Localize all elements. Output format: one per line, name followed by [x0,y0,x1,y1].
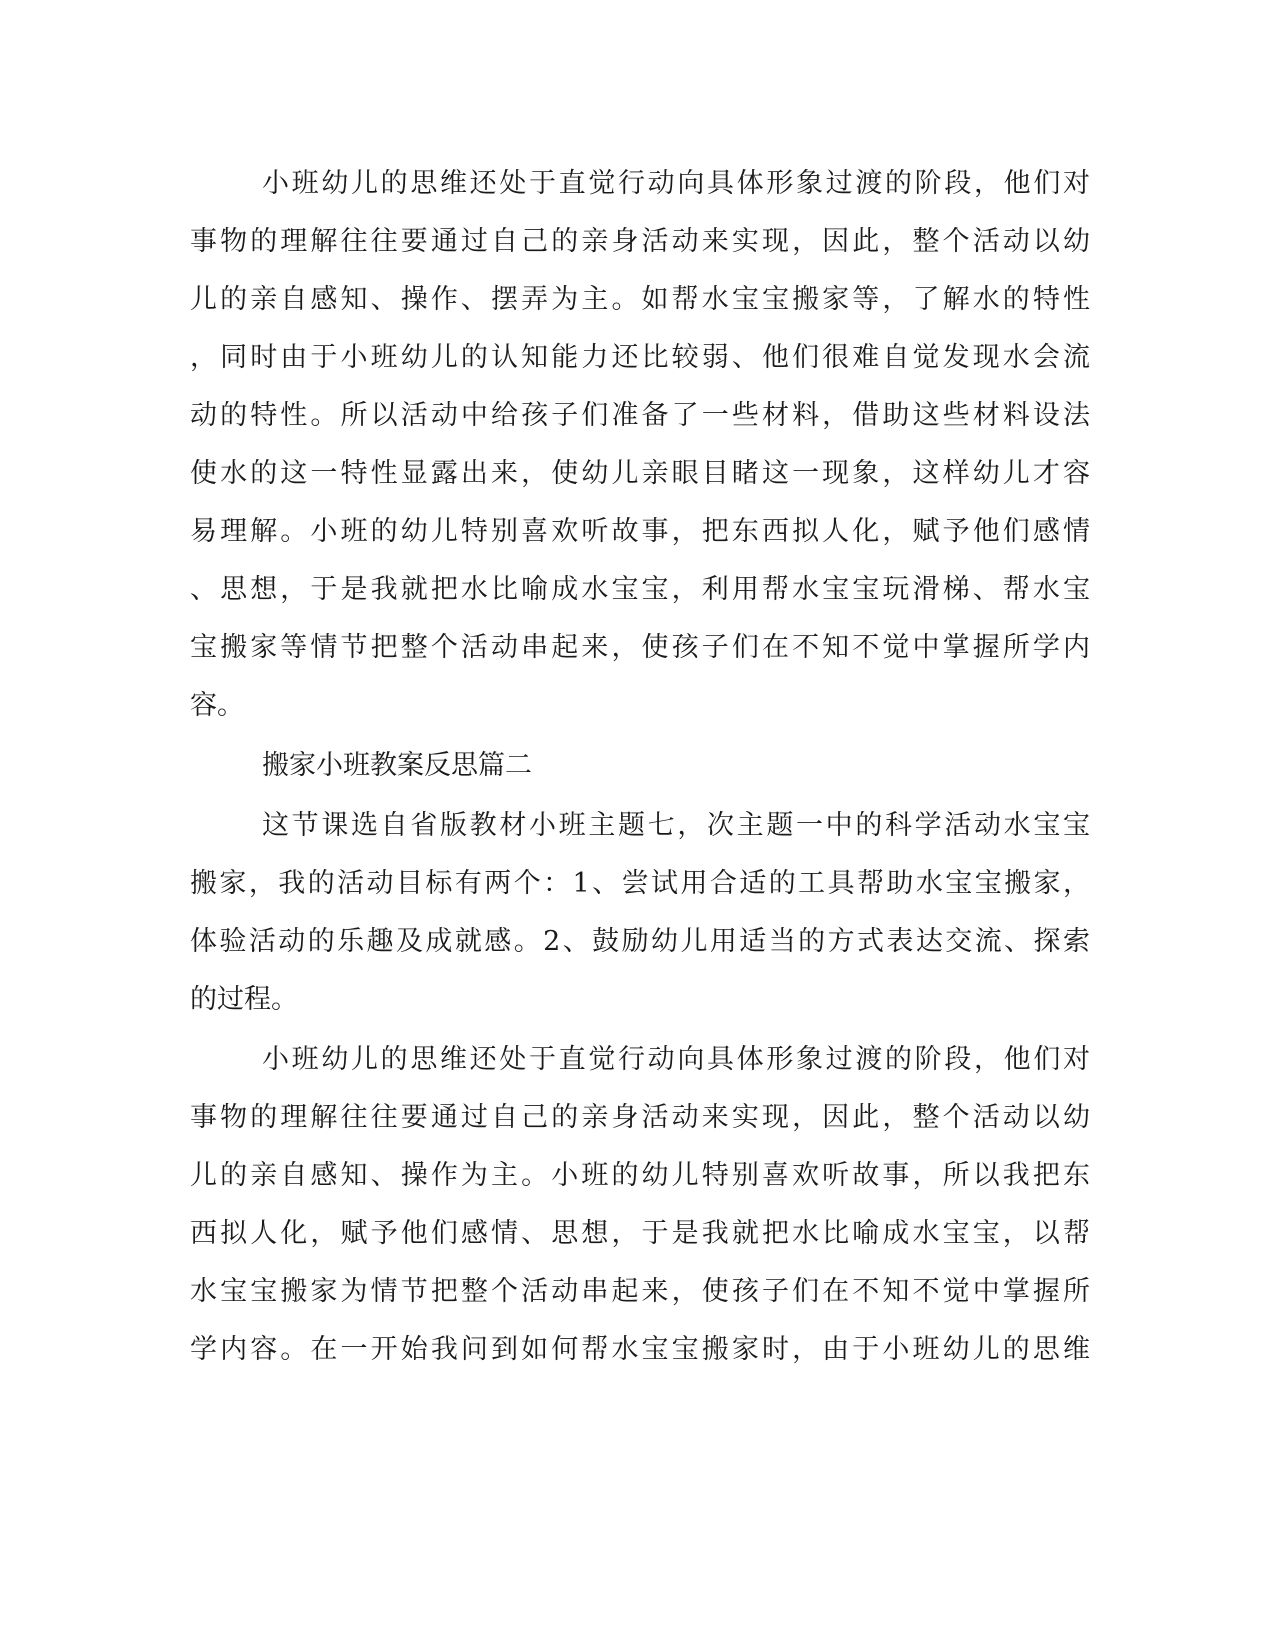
text-line: 这节课选自省版教材小班主题七，次主题一中的科学活动水宝宝 [262,810,1090,841]
text-line: 宝搬家等情节把整个活动串起来，使孩子们在不知不觉中掌握所学内 [190,632,1090,663]
text-line: 使水的这一特性显露出来，使幼儿亲眼目睹这一现象，这样幼儿才容 [190,458,1090,489]
text-line: 的过程。 [190,984,298,1015]
text-line: 易理解。小班的幼儿特别喜欢听故事，把东西拟人化，赋予他们感情 [190,516,1090,547]
text-line: 、思想，于是我就把水比喻成水宝宝，利用帮水宝宝玩滑梯、帮水宝 [190,574,1090,605]
text-line: 西拟人化，赋予他们感情、思想，于是我就把水比喻成水宝宝，以帮 [190,1218,1090,1249]
text-line: 搬家，我的活动目标有两个：1、尝试用合适的工具帮助水宝宝搬家， [190,868,1090,899]
text-line: 体验活动的乐趣及成就感。2、鼓励幼儿用适当的方式表达交流、探索 [190,926,1090,957]
section-heading: 搬家小班教案反思篇二 [262,750,532,781]
text-line: 事物的理解往往要通过自己的亲身活动来实现，因此，整个活动以幼 [190,1102,1090,1133]
text-line: 小班幼儿的思维还处于直觉行动向具体形象过渡的阶段，他们对 [262,1044,1090,1075]
text-line: 小班幼儿的思维还处于直觉行动向具体形象过渡的阶段，他们对 [262,168,1090,199]
text-line: 儿的亲自感知、操作、摆弄为主。如帮水宝宝搬家等，了解水的特性 [190,284,1090,315]
text-line: 儿的亲自感知、操作为主。小班的幼儿特别喜欢听故事，所以我把东 [190,1160,1090,1191]
text-line: 学内容。在一开始我问到如何帮水宝宝搬家时，由于小班幼儿的思维 [190,1334,1090,1365]
text-line: ，同时由于小班幼儿的认知能力还比较弱、他们很难自觉发现水会流 [190,342,1090,373]
text-line: 容。 [190,690,244,721]
text-line: 水宝宝搬家为情节把整个活动串起来，使孩子们在不知不觉中掌握所 [190,1276,1090,1307]
text-line: 动的特性。所以活动中给孩子们准备了一些材料，借助这些材料设法 [190,400,1090,431]
text-line: 事物的理解往往要通过自己的亲身活动来实现，因此，整个活动以幼 [190,226,1090,257]
